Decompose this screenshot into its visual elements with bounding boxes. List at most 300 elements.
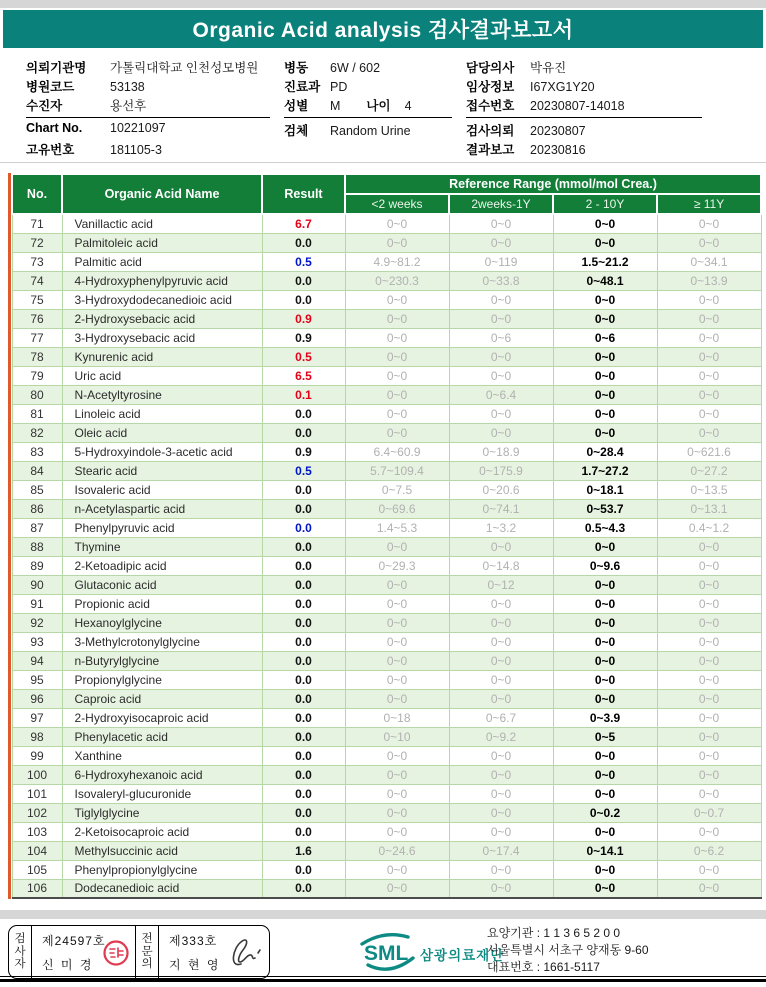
table-row [12, 613, 761, 632]
result-value: 0.0 [262, 822, 345, 841]
info-label: 접수번호 [466, 99, 515, 113]
result-value: 0.0 [262, 290, 345, 309]
result-value: 0.9 [262, 309, 345, 328]
ref-under2weeks: 0~24.6 [345, 841, 449, 860]
table-row [12, 689, 761, 708]
ref-over11y: 0~0 [657, 727, 761, 746]
acid-name: 2-Ketoadipic acid [62, 556, 262, 575]
result-value: 0.5 [262, 347, 345, 366]
page-title: Organic Acid analysis 검사결과보고서 [192, 19, 574, 42]
ref-2weeks-1y: 0~6.4 [449, 385, 553, 404]
acid-name: N-Acetyltyrosine [62, 385, 262, 404]
patient-info-column-middle [284, 58, 466, 160]
acid-name: Phenylpropionylglycine [62, 860, 262, 879]
table-row [12, 233, 761, 252]
info-label: 진료과 [284, 80, 321, 94]
acid-name: 2-Ketoisocaproic acid [62, 822, 262, 841]
result-value: 0.0 [262, 404, 345, 423]
ref-2weeks-1y: 0~12 [449, 575, 553, 594]
table-row [12, 537, 761, 556]
table-row [12, 271, 761, 290]
acid-name: 4-Hydroxyphenylpyruvic acid [62, 271, 262, 290]
ref-under2weeks: 6.4~60.9 [345, 442, 449, 461]
result-value: 0.0 [262, 670, 345, 689]
table-row [12, 632, 761, 651]
acid-name: Xanthine [62, 746, 262, 765]
ref-2-10y: 0~0 [553, 822, 657, 841]
row-no: 72 [12, 233, 62, 252]
ref-over11y: 0~0 [657, 784, 761, 803]
info-value: I67XG1Y20 [530, 80, 595, 94]
row-no: 76 [12, 309, 62, 328]
ref-2-10y: 0~14.1 [553, 841, 657, 860]
result-value: 0.0 [262, 803, 345, 822]
result-value: 0.0 [262, 499, 345, 518]
ref-under2weeks: 0~0 [345, 328, 449, 347]
ref-2weeks-1y: 0~0 [449, 670, 553, 689]
ref-2-10y: 0~0 [553, 575, 657, 594]
examiner-license-no: 제24597호 [42, 934, 106, 948]
table-row [12, 480, 761, 499]
specialist-license-no: 제333호 [169, 934, 218, 948]
footer-divider [0, 910, 766, 919]
ref-under2weeks: 0~0 [345, 632, 449, 651]
row-no: 97 [12, 708, 62, 727]
ref-2weeks-1y: 0~0 [449, 366, 553, 385]
table-row [12, 252, 761, 271]
col-header-no: No. [12, 174, 62, 214]
top-divider [0, 0, 766, 8]
ref-under2weeks: 0~0 [345, 404, 449, 423]
acid-name: Hexanoylglycine [62, 613, 262, 632]
table-row [12, 860, 761, 879]
acid-name: 5-Hydroxyindole-3-acetic acid [62, 442, 262, 461]
acid-name: Caproic acid [62, 689, 262, 708]
ref-over11y: 0~0 [657, 366, 761, 385]
table-row [12, 841, 761, 860]
result-value: 0.0 [262, 708, 345, 727]
ref-over11y: 0~0 [657, 309, 761, 328]
ref-2weeks-1y: 0~0 [449, 613, 553, 632]
ref-2weeks-1y: 0~0 [449, 404, 553, 423]
specialist-role-label: 전문의 [136, 926, 159, 978]
ref-2weeks-1y: 0~6.7 [449, 708, 553, 727]
examiner-seal-stamp-icon [102, 939, 130, 972]
ref-2weeks-1y: 0~0 [449, 233, 553, 252]
row-no: 84 [12, 461, 62, 480]
ref-2-10y: 0~0 [553, 233, 657, 252]
ref-2-10y: 0~0 [553, 784, 657, 803]
ref-under2weeks: 5.7~109.4 [345, 461, 449, 480]
ref-under2weeks: 0~0 [345, 651, 449, 670]
result-value: 6.7 [262, 214, 345, 233]
info-value: 53138 [110, 80, 145, 94]
ref-under2weeks: 0~10 [345, 727, 449, 746]
ref-over11y: 0~0 [657, 689, 761, 708]
row-no: 98 [12, 727, 62, 746]
info-row [466, 77, 702, 96]
row-no: 91 [12, 594, 62, 613]
info-row [284, 58, 452, 77]
row-no: 95 [12, 670, 62, 689]
table-row [12, 461, 761, 480]
info-value: 20230807 [530, 124, 586, 138]
acid-name: 3-Hydroxysebacic acid [62, 328, 262, 347]
ref-under2weeks: 0~0 [345, 537, 449, 556]
ref-2-10y: 0~0 [553, 746, 657, 765]
table-row [12, 328, 761, 347]
ref-2-10y: 0~18.1 [553, 480, 657, 499]
results-table-wrap [8, 173, 757, 899]
ref-under2weeks: 0~0 [345, 366, 449, 385]
acid-name: Uric acid [62, 366, 262, 385]
result-value: 0.0 [262, 651, 345, 670]
acid-name: Thymine [62, 537, 262, 556]
table-row [12, 784, 761, 803]
ref-2weeks-1y: 0~0 [449, 594, 553, 613]
acid-name: Linoleic acid [62, 404, 262, 423]
ref-under2weeks: 0~0 [345, 423, 449, 442]
ref-under2weeks: 0~0 [345, 385, 449, 404]
ref-under2weeks: 4.9~81.2 [345, 252, 449, 271]
org-line-care-institution: 요양기관 : 1 1 3 6 5 2 0 0 [487, 926, 621, 940]
specialist-signature-icon [227, 934, 267, 977]
footer-section [0, 923, 766, 985]
org-line-address: 서울특별시 서초구 양재동 9-60 [487, 943, 649, 957]
info-row [284, 121, 466, 140]
ref-2weeks-1y: 0~6 [449, 328, 553, 347]
table-row [12, 347, 761, 366]
acid-name: Isovaleric acid [62, 480, 262, 499]
ref-over11y: 0.4~1.2 [657, 518, 761, 537]
table-row [12, 518, 761, 537]
info-label: 성별 [284, 99, 309, 113]
ref-2-10y: 0~0 [553, 632, 657, 651]
ref-2weeks-1y: 0~0 [449, 746, 553, 765]
result-value: 0.0 [262, 689, 345, 708]
col-header-2-10y: 2 - 10Y [553, 194, 657, 214]
result-value: 0.5 [262, 461, 345, 480]
ref-2-10y: 0~0 [553, 423, 657, 442]
ref-under2weeks: 0~0 [345, 746, 449, 765]
acid-name: Tiglylglycine [62, 803, 262, 822]
acid-name: Vanillactic acid [62, 214, 262, 233]
ref-under2weeks: 0~0 [345, 233, 449, 252]
ref-under2weeks: 0~0 [345, 214, 449, 233]
ref-2weeks-1y: 0~20.6 [449, 480, 553, 499]
ref-2-10y: 0~0 [553, 689, 657, 708]
ref-under2weeks: 0~0 [345, 879, 449, 898]
table-row [12, 442, 761, 461]
ref-under2weeks: 0~0 [345, 765, 449, 784]
col-header-over11y: ≥ 11Y [657, 194, 761, 214]
ref-under2weeks: 0~69.6 [345, 499, 449, 518]
info-value: 20230816 [530, 143, 586, 157]
row-no: 102 [12, 803, 62, 822]
acid-name: Glutaconic acid [62, 575, 262, 594]
table-row [12, 309, 761, 328]
info-value: 10221097 [110, 121, 166, 135]
ref-over11y: 0~27.2 [657, 461, 761, 480]
table-row [12, 499, 761, 518]
ref-2weeks-1y: 0~0 [449, 290, 553, 309]
ref-2-10y: 0~0.2 [553, 803, 657, 822]
ref-over11y: 0~0 [657, 385, 761, 404]
result-value: 0.1 [262, 385, 345, 404]
ref-2-10y: 0~5 [553, 727, 657, 746]
ref-under2weeks: 0~0 [345, 803, 449, 822]
ref-under2weeks: 0~0 [345, 670, 449, 689]
acid-name: Dodecanedioic acid [62, 879, 262, 898]
ref-2-10y: 0~0 [553, 404, 657, 423]
specialist-cell [159, 926, 269, 978]
row-no: 81 [12, 404, 62, 423]
info-row [26, 58, 270, 77]
ref-2weeks-1y: 0~0 [449, 784, 553, 803]
table-row [12, 594, 761, 613]
ref-2weeks-1y: 0~0 [449, 347, 553, 366]
ref-over11y: 0~0 [657, 404, 761, 423]
row-no: 90 [12, 575, 62, 594]
examiner-name: 신 미 경 [42, 958, 94, 972]
ref-2weeks-1y: 0~0 [449, 423, 553, 442]
result-value: 0.0 [262, 518, 345, 537]
ref-2weeks-1y: 0~14.8 [449, 556, 553, 575]
ref-2-10y: 0~0 [553, 309, 657, 328]
ref-over11y: 0~0 [657, 765, 761, 784]
row-no: 105 [12, 860, 62, 879]
table-row [12, 879, 761, 898]
info-value: 용선후 [110, 99, 147, 113]
ref-over11y: 0~0 [657, 537, 761, 556]
row-no: 88 [12, 537, 62, 556]
ref-under2weeks: 0~0 [345, 309, 449, 328]
acid-name: Methylsuccinic acid [62, 841, 262, 860]
result-value: 0.0 [262, 613, 345, 632]
info-row [26, 121, 284, 140]
ref-2-10y: 1.5~21.2 [553, 252, 657, 271]
row-no: 77 [12, 328, 62, 347]
ref-over11y: 0~0 [657, 879, 761, 898]
results-table-header [12, 174, 761, 214]
result-value: 0.0 [262, 727, 345, 746]
info-value: 4 [404, 99, 412, 113]
acid-name: n-Butyrylglycine [62, 651, 262, 670]
row-no: 101 [12, 784, 62, 803]
info-group [466, 58, 702, 118]
ref-2weeks-1y: 0~0 [449, 765, 553, 784]
ref-2-10y: 0~0 [553, 860, 657, 879]
result-value: 0.9 [262, 442, 345, 461]
result-value: 0.0 [262, 233, 345, 252]
ref-under2weeks: 0~0 [345, 613, 449, 632]
result-value: 0.9 [262, 328, 345, 347]
ref-2-10y: 0.5~4.3 [553, 518, 657, 537]
col-header-name: Organic Acid Name [62, 174, 262, 214]
ref-2weeks-1y: 0~119 [449, 252, 553, 271]
table-row [12, 575, 761, 594]
info-group [26, 58, 270, 118]
result-value: 0.0 [262, 271, 345, 290]
info-value: 181105-3 [110, 143, 162, 157]
result-value: 0.0 [262, 860, 345, 879]
row-no: 87 [12, 518, 62, 537]
result-value: 0.0 [262, 632, 345, 651]
table-row [12, 556, 761, 575]
result-value: 0.5 [262, 252, 345, 271]
ref-2weeks-1y: 1~3.2 [449, 518, 553, 537]
info-value: Random Urine [330, 124, 411, 138]
svg-text:SML: SML [364, 942, 409, 965]
result-value: 0.0 [262, 537, 345, 556]
examiner-cell [32, 926, 136, 978]
ref-over11y: 0~0 [657, 708, 761, 727]
row-no: 74 [12, 271, 62, 290]
ref-over11y: 0~13.9 [657, 271, 761, 290]
info-value: 20230807-14018 [530, 99, 625, 113]
row-no: 75 [12, 290, 62, 309]
ref-2weeks-1y: 0~33.8 [449, 271, 553, 290]
table-row [12, 765, 761, 784]
table-row [12, 727, 761, 746]
acid-name: Stearic acid [62, 461, 262, 480]
table-row [12, 822, 761, 841]
ref-2-10y: 0~9.6 [553, 556, 657, 575]
ref-over11y: 0~0 [657, 594, 761, 613]
info-label: 담당의사 [466, 61, 515, 75]
info-row [284, 77, 452, 96]
info-row [466, 140, 716, 159]
ref-over11y: 0~0 [657, 746, 761, 765]
row-no: 96 [12, 689, 62, 708]
patient-info-column-right [466, 58, 716, 160]
row-no: 82 [12, 423, 62, 442]
org-name: 삼광의료재단 [420, 947, 505, 963]
sml-logo-icon [358, 929, 416, 978]
ref-over11y: 0~0 [657, 632, 761, 651]
ref-2-10y: 0~0 [553, 594, 657, 613]
ref-under2weeks: 0~0 [345, 347, 449, 366]
patient-info-section [0, 48, 766, 160]
info-label: 검체 [284, 124, 309, 138]
acid-name: Phenylpyruvic acid [62, 518, 262, 537]
row-no: 106 [12, 879, 62, 898]
info-label: 결과보고 [466, 143, 515, 157]
ref-under2weeks: 0~0 [345, 290, 449, 309]
bottom-border-rule [0, 976, 766, 982]
info-group [26, 121, 284, 161]
info-group [466, 121, 716, 161]
info-value: 가톨릭대학교 인천성모병원 [110, 61, 259, 75]
row-no: 83 [12, 442, 62, 461]
acid-name: 2-Hydroxysebacic acid [62, 309, 262, 328]
acid-name: 2-Hydroxyisocaproic acid [62, 708, 262, 727]
info-label: 병원코드 [26, 80, 75, 94]
info-value: M [330, 99, 341, 113]
report-title-bar [3, 10, 763, 48]
ref-2weeks-1y: 0~0 [449, 689, 553, 708]
ref-2-10y: 0~6 [553, 328, 657, 347]
ref-2-10y: 1.7~27.2 [553, 461, 657, 480]
ref-2weeks-1y: 0~17.4 [449, 841, 553, 860]
table-row [12, 423, 761, 442]
ref-under2weeks: 1.4~5.3 [345, 518, 449, 537]
acid-name: Kynurenic acid [62, 347, 262, 366]
ref-over11y: 0~0 [657, 233, 761, 252]
table-row [12, 404, 761, 423]
info-label: 의뢰기관명 [26, 61, 87, 75]
table-row [12, 214, 761, 233]
table-row [12, 385, 761, 404]
ref-2weeks-1y: 0~0 [449, 822, 553, 841]
results-table-body [12, 214, 761, 898]
table-row [12, 670, 761, 689]
row-no: 73 [12, 252, 62, 271]
ref-over11y: 0~0 [657, 575, 761, 594]
info-label: 병동 [284, 61, 309, 75]
ref-under2weeks: 0~29.3 [345, 556, 449, 575]
result-value: 0.0 [262, 784, 345, 803]
row-no: 86 [12, 499, 62, 518]
row-no: 92 [12, 613, 62, 632]
ref-over11y: 0~0 [657, 290, 761, 309]
info-row [466, 96, 702, 115]
col-header-result: Result [262, 174, 345, 214]
ref-2-10y: 0~3.9 [553, 708, 657, 727]
info-row [26, 96, 270, 115]
ref-2weeks-1y: 0~0 [449, 309, 553, 328]
row-no: 93 [12, 632, 62, 651]
ref-2-10y: 0~0 [553, 765, 657, 784]
acid-name: Propionylglycine [62, 670, 262, 689]
col-header-2weeks-1y: 2weeks-1Y [449, 194, 553, 214]
ref-2-10y: 0~0 [553, 670, 657, 689]
row-no: 104 [12, 841, 62, 860]
ref-2-10y: 0~0 [553, 366, 657, 385]
ref-2-10y: 0~0 [553, 651, 657, 670]
row-no: 89 [12, 556, 62, 575]
ref-under2weeks: 0~0 [345, 594, 449, 613]
table-row [12, 366, 761, 385]
ref-over11y: 0~0 [657, 214, 761, 233]
info-label: 수진자 [26, 99, 63, 113]
ref-under2weeks: 0~7.5 [345, 480, 449, 499]
ref-over11y: 0~34.1 [657, 252, 761, 271]
org-line-phone: 대표번호 : 1661-5117 [487, 960, 600, 974]
info-row [466, 121, 716, 140]
result-value: 0.0 [262, 480, 345, 499]
ref-2weeks-1y: 0~0 [449, 651, 553, 670]
ref-under2weeks: 0~0 [345, 575, 449, 594]
ref-2weeks-1y: 0~0 [449, 537, 553, 556]
acid-name: n-Acetylaspartic acid [62, 499, 262, 518]
result-value: 0.0 [262, 765, 345, 784]
row-no: 99 [12, 746, 62, 765]
info-label: 고유번호 [26, 143, 75, 157]
col-header-reference-group: Reference Range (mmol/mol Crea.) [345, 174, 761, 194]
ref-over11y: 0~0 [657, 860, 761, 879]
acid-name: Phenylacetic acid [62, 727, 262, 746]
examiner-role-label: 검사자 [9, 926, 32, 978]
ref-over11y: 0~6.2 [657, 841, 761, 860]
info-row [466, 58, 702, 77]
info-row [26, 140, 284, 159]
ref-under2weeks: 0~0 [345, 689, 449, 708]
acid-name: 3-Hydroxydodecanedioic acid [62, 290, 262, 309]
acid-name: 6-Hydroxyhexanoic acid [62, 765, 262, 784]
ref-over11y: 0~0 [657, 423, 761, 442]
info-section-divider [0, 162, 766, 163]
